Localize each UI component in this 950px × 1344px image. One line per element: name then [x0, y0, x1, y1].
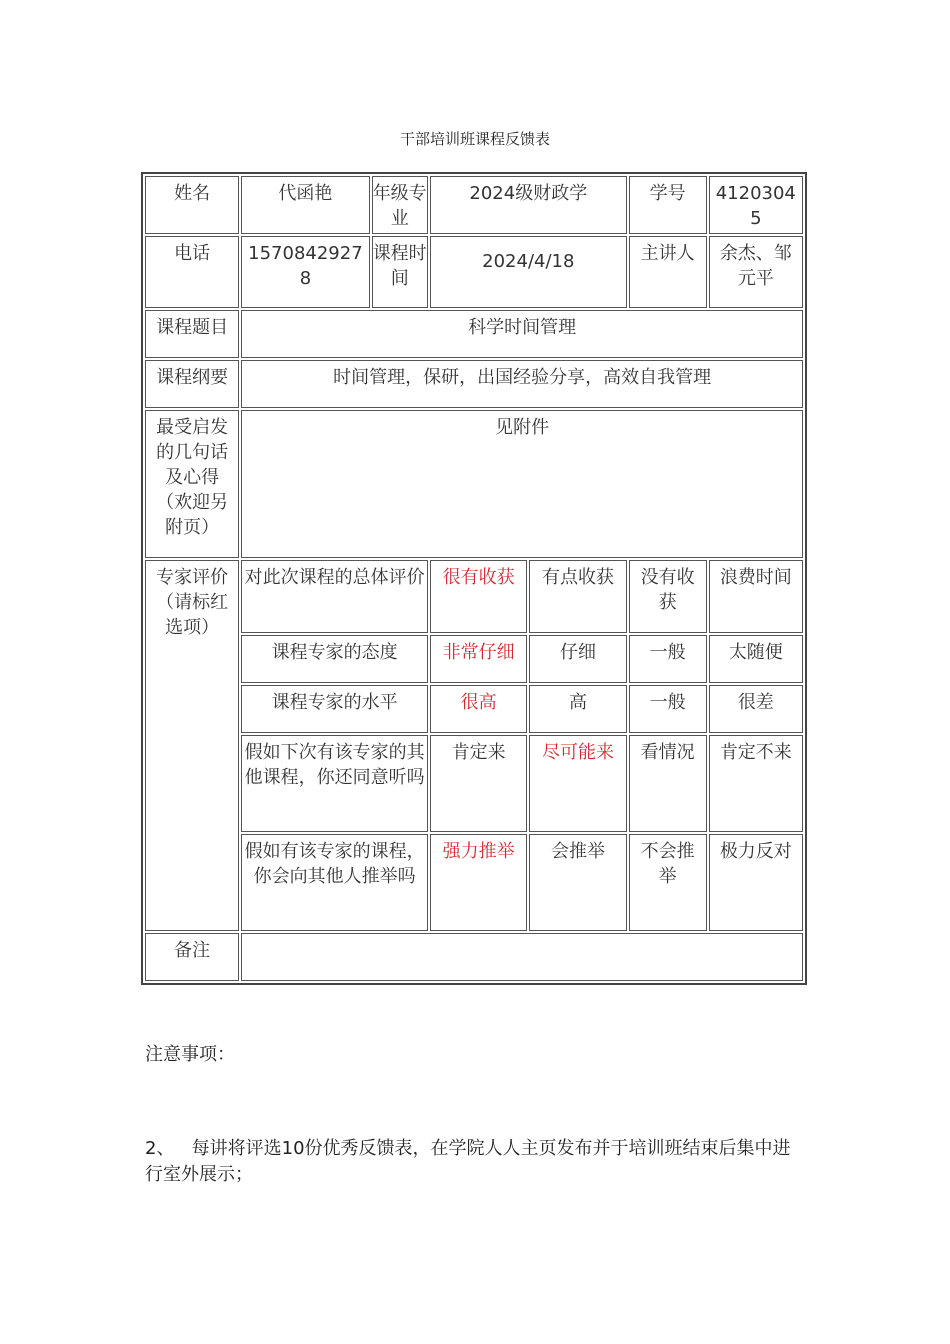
option-1-2[interactable]: 有点收获: [529, 560, 626, 633]
phone-label: 电话: [145, 236, 239, 308]
major-name: 级财政学: [515, 183, 588, 204]
student-id-label: 学号: [629, 176, 707, 234]
topic-value[interactable]: 科学时间管理: [241, 310, 803, 358]
option-2-1[interactable]: 非常仔细: [430, 635, 527, 683]
phone-value[interactable]: 15708429278: [241, 236, 369, 308]
course-time-value[interactable]: 2024/4/18: [430, 236, 627, 308]
note-item-2: [145, 1136, 805, 1188]
student-id-value[interactable]: 41203045: [709, 176, 803, 234]
speaker-label: 主讲人: [629, 236, 707, 308]
question-4: 假如下次有该专家的其他课程，你还同意听吗: [241, 735, 428, 832]
remarks-label: 备注: [145, 933, 239, 981]
option-2-3[interactable]: 一般: [629, 635, 707, 683]
option-3-1[interactable]: 很高: [430, 685, 527, 733]
major-value[interactable]: [430, 176, 627, 234]
name-label: 姓名: [145, 176, 239, 234]
note-item-text-a: 每讲将评选: [191, 1138, 282, 1159]
question-1: 对此次课程的总体评价: [241, 560, 428, 633]
option-4-3[interactable]: 看情况: [629, 735, 707, 832]
option-5-2[interactable]: 会推举: [529, 834, 626, 931]
option-5-4[interactable]: 极力反对: [709, 834, 803, 931]
major-label: 年级专业: [372, 176, 428, 234]
name-value[interactable]: 代函艳: [241, 176, 369, 234]
major-year: 2024: [469, 183, 516, 204]
expert-eval-label: 专家评价（请标红选项）: [145, 560, 239, 931]
option-4-2[interactable]: 尽可能来: [529, 735, 626, 832]
option-1-1[interactable]: 很有收获: [430, 560, 527, 633]
option-4-4[interactable]: 肯定不来: [709, 735, 803, 832]
form-title: 干部培训班课程反馈表: [399, 130, 550, 148]
question-3: 课程专家的水平: [241, 685, 428, 733]
option-3-4[interactable]: 很差: [709, 685, 803, 733]
topic-label: 课程题目: [145, 310, 239, 358]
option-2-4[interactable]: 太随便: [709, 635, 803, 683]
note-item-text-b: 份优秀反馈表，在学院人人主页发布并于培训班结束后集中进行室外展示；: [145, 1138, 791, 1185]
option-3-2[interactable]: 高: [529, 685, 626, 733]
outline-value[interactable]: 时间管理，保研，出国经验分享，高效自我管理: [241, 360, 803, 408]
note-item-count: 10: [281, 1138, 305, 1159]
note-item-number: 2、: [145, 1138, 175, 1159]
option-2-2[interactable]: 仔细: [529, 635, 626, 683]
question-2: 课程专家的态度: [241, 635, 428, 683]
option-5-1[interactable]: 强力推举: [430, 834, 527, 931]
option-1-3[interactable]: 没有收获: [629, 560, 707, 633]
insight-value[interactable]: 见附件: [241, 410, 803, 558]
option-5-3[interactable]: 不会推举: [629, 834, 707, 931]
question-5: 假如有该专家的课程，你会向其他人推举吗: [241, 834, 428, 931]
remarks-value[interactable]: [241, 933, 803, 981]
notes-heading: 注意事项：: [145, 1044, 235, 1065]
feedback-form-table: [141, 172, 807, 985]
outline-label: 课程纲要: [145, 360, 239, 408]
option-4-1[interactable]: 肯定来: [430, 735, 527, 832]
insight-label: 最受启发的几句话及心得（欢迎另附页）: [145, 410, 239, 558]
option-3-3[interactable]: 一般: [629, 685, 707, 733]
option-1-4[interactable]: 浪费时间: [709, 560, 803, 633]
course-time-label: 课程时间: [372, 236, 428, 308]
speaker-value[interactable]: 余杰、邹元平: [709, 236, 803, 308]
